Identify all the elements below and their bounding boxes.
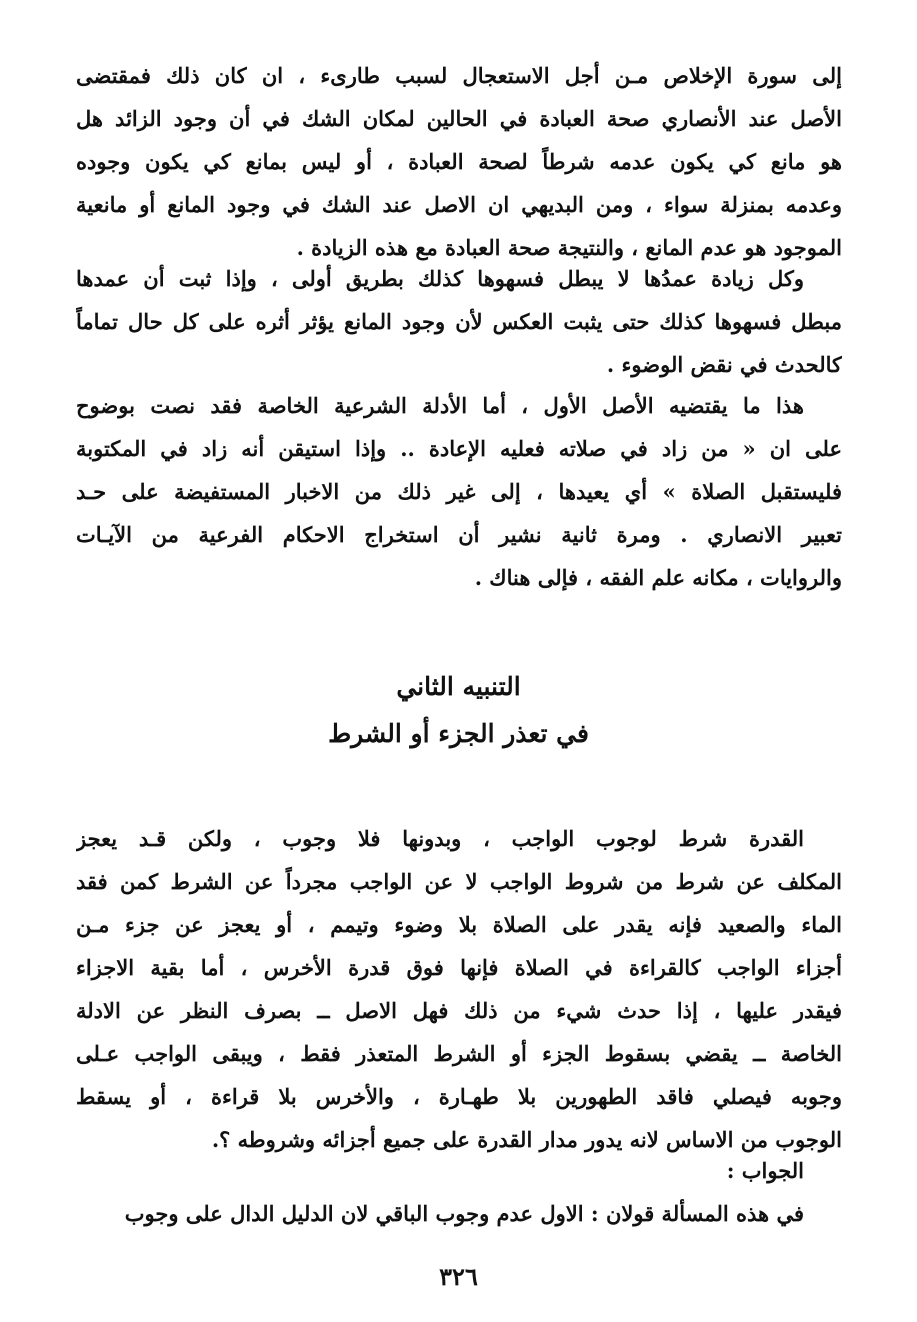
text-line: الأصل عند الأنصاري صحة العبادة في الحالين لمكان الشك في أن وجود الزائد هل [76,106,842,131]
text-line: كالحدث في نقض الوضوء . [606,352,842,377]
answer-label: الجواب : [726,1158,804,1183]
text-line: وجوبه فيصلي فاقد الطهورين بلا طهـارة ، والأخرس بلا قراءة ، أو يسقط [76,1084,842,1109]
text-line: هو مانع كي يكون عدمه شرطاً لصحة العبادة ، أو ليس بمانع كي يكون وجوده [76,149,842,174]
text-line: المكلف عن شرط من شروط الواجب لا عن الواجب مجرداً عن الشرط كمن فقد [76,869,842,894]
text-line: وكل زيادة عمدُها لا يبطل فسهوها كذلك بطريق أولى ، وإذا ثبت أن عمدها [76,266,804,291]
text-line: تعبير الانصاري . ومرة ثانية نشير أن استخراج الاحكام الفرعية من الآيـات [76,522,842,547]
text-line: مبطل فسهوها كذلك حتى يثبت العكس لأن وجود المانع يؤثر أثره على كل حال تماماً [76,309,842,334]
paragraph-excess-rule [76,257,842,386]
text-line: على ان « من زاد في صلاته فعليه الإعادة .. وإذا استيقن أنه زاد في المكتوبة [76,436,842,461]
section-title: التنبيه الثاني [396,672,521,701]
page-number: ٣٢٦ [439,1262,478,1291]
text-line: هذا ما يقتضيه الأصل الأول ، أما الأدلة الشرعية الخاصة فقد نصت بوضوح [76,393,804,418]
text-line: في هذه المسألة قولان : الاول عدم وجوب الباقي لان الدليل الدال على وجوب [124,1201,804,1226]
text-line: أجزاء الواجب كالقراءة في الصلاة فإنها فوق قدرة الأخرس ، أما بقية الاجزاء [76,955,842,980]
answer-section [76,1149,842,1235]
paragraph-ability-condition [76,817,842,1161]
paragraph-legal-evidence [76,384,842,599]
section-subtitle: في تعذر الجزء أو الشرط [328,719,589,748]
paragraph-continuation [76,54,842,269]
text-line: الموجود هو عدم المانع ، والنتيجة صحة العبادة مع هذه الزيادة . [296,235,842,260]
text-line: فليستقبل الصلاة » أي يعيدها ، إلى غير ذلك من الاخبار المستفيضة على حـد [76,479,842,504]
text-line: وعدمه بمنزلة سواء ، ومن البديهي ان الاصل عند الشك في وجود المانع أو مانعية [76,192,842,217]
text-line: الخاصة ــ يقضي بسقوط الجزء أو الشرط المتعذر فقط ، ويبقى الواجب عـلى [76,1041,842,1066]
text-line: والروايات ، مكانه علم الفقه ، فإلى هناك . [474,565,842,590]
text-line: الوجوب من الاساس لانه يدور مدار القدرة على جميع أجزائه وشروطه ؟. [211,1127,842,1152]
text-line: فيقدر عليها ، إذا حدث شيء من ذلك فهل الاصل ــ بصرف النظر عن الادلة [76,998,842,1023]
text-line: القدرة شرط لوجوب الواجب ، وبدونها فلا وجوب ، ولكن قـد يعجز [76,826,804,851]
text-line: الماء والصعيد فإنه يقدر على الصلاة بلا وضوء وتيمم ، أو يعجز عن جزء مـن [76,912,842,937]
text-line: إلى سورة الإخلاص مـن أجل الاستعجال لسبب طارىء ، ان كان ذلك فمقتضى [76,63,842,88]
